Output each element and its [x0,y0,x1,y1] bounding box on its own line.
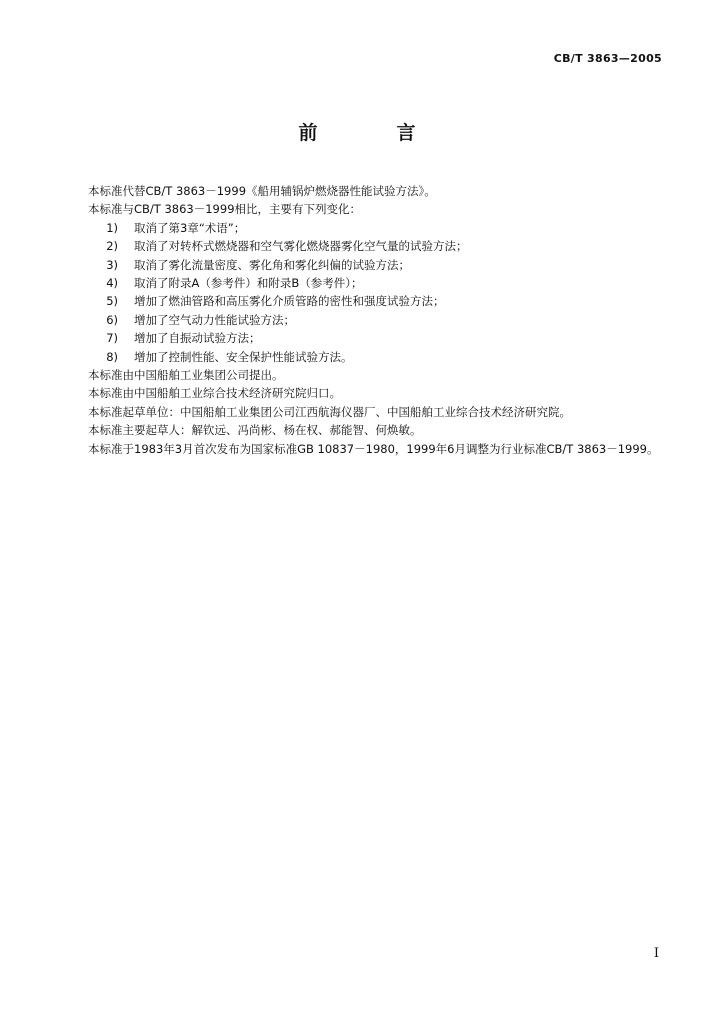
paragraph-replaces: 本标准代替CB/T 3863－1999《船用辅锅炉燃烧器性能试验方法》。 [88,184,436,198]
list-item-number: 5) [106,294,118,309]
page-number: I [653,946,659,961]
list-item-number: 1) [106,220,118,235]
foreword-body [60,182,672,458]
list-item-number: 4) [106,276,118,291]
list-item-text: 增加了控制性能、安全保护性能试验方法。 [134,349,353,364]
paragraph-administrator: 本标准由中国船舶工业综合技术经济研究院归口。 [88,386,341,401]
page-title: 前 言 [298,122,446,144]
list-item-text: 取消了雾化流量密度、雾化角和雾化纠偏的试验方法； [134,257,410,272]
list-item [60,256,672,274]
list-item-number: 6) [106,312,118,327]
paragraph-drafting-units: 本标准起草单位：中国船舶工业集团公司江西航海仪器厂、中国船舶工业综合技术经济研究院。 [88,404,571,419]
list-item [60,237,672,255]
list-item-number: 2) [106,239,118,254]
standard-code: CB/T 3863—2005 [553,52,662,65]
paragraph-drafters: 本标准主要起草人：解钦远、冯尚彬、杨在权、郝能智、何焕敏。 [88,423,422,438]
list-item-number: 8) [106,349,118,364]
list-item-text: 增加了自振动试验方法； [134,331,261,346]
list-item [60,348,672,366]
list-item-text: 取消了第3章“术语”； [134,220,246,235]
paragraph-changes-intro: 本标准与CB/T 3863－1999相比，主要有下列变化： [88,202,362,217]
list-item [60,292,672,310]
list-item [60,329,672,347]
changes-list [60,219,672,366]
paragraph-history: 本标准于1983年3月首次发布为国家标准GB 10837－1980，1999年6月调整为行业标准CB/T 3863－1999。 [88,441,659,456]
list-item-text: 增加了空气动力性能试验方法； [134,312,295,327]
list-item [60,274,672,292]
paragraph-proposer: 本标准由中国船舶工业集团公司提出。 [88,368,284,383]
list-item-text: 增加了燃油管路和高压雾化介质管路的密性和强度试验方法； [134,294,445,309]
list-item-text: 取消了附录A（参考件）和附录B（参考件）； [134,276,363,291]
list-item-text: 取消了对转杯式燃烧器和空气雾化燃烧器雾化空气量的试验方法； [134,239,468,254]
list-item [60,219,672,237]
list-item-number: 3) [106,257,118,272]
list-item [60,311,672,329]
list-item-number: 7) [106,331,118,346]
